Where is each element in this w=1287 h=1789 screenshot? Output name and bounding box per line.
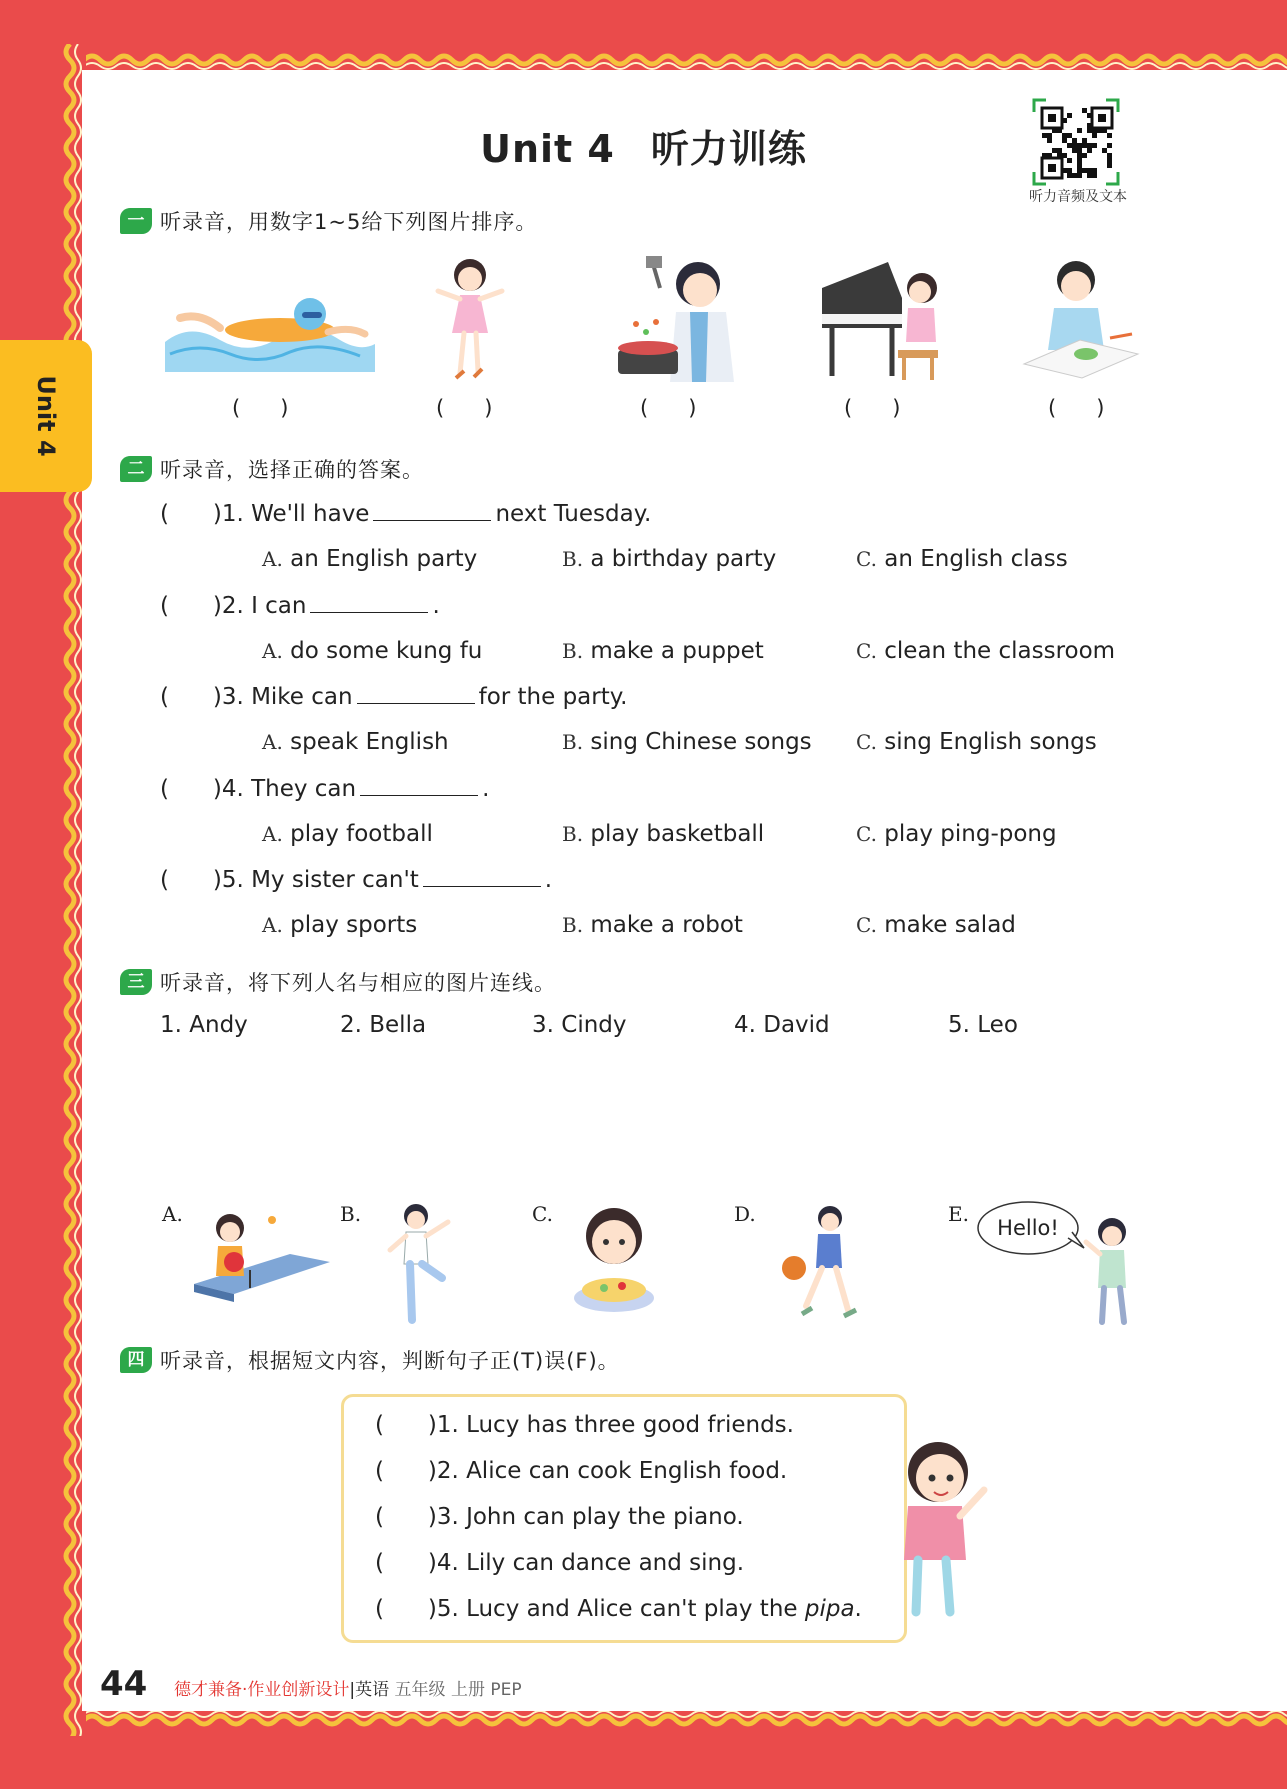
option-a[interactable]: A. speak English [262, 729, 449, 755]
answer-paren[interactable]: ( ) [640, 396, 697, 420]
option-a[interactable]: A. an English party [262, 546, 478, 572]
hello-speech-text: Hello! [997, 1216, 1059, 1240]
option-c[interactable]: C. an English class [856, 546, 1068, 572]
option-c[interactable]: C. sing English songs [856, 729, 1097, 755]
name-bella[interactable]: 2. Bella [340, 1012, 427, 1038]
question-text: 2. I can [221, 593, 307, 619]
swimming-icon [160, 282, 380, 377]
picture-label-b: B. [340, 1202, 362, 1226]
name-andy[interactable]: 1. Andy [160, 1012, 248, 1038]
section-2-instruction: 听录音，选择正确的答案。 [160, 458, 424, 482]
answer-paren[interactable]: ( ) [375, 1412, 437, 1438]
answer-paren[interactable]: ( ) [375, 1550, 437, 1576]
question-text: 1. We'll have [221, 501, 370, 527]
section-1-heading [120, 206, 537, 236]
question-text-end: for the party. [478, 684, 628, 710]
question-text: 5. My sister can't [221, 867, 419, 893]
section-1-instruction: 听录音，用数字1~5给下列图片排序。 [160, 210, 538, 234]
decorative-wave-border-left [52, 44, 86, 1736]
question-4 [160, 775, 489, 802]
question-text-end: next Tuesday. [495, 501, 652, 527]
footer-info: 德才兼备·作业创新设计|英语 五年级 上册 PEP [174, 1680, 522, 1700]
answer-paren[interactable]: ( ) [160, 501, 222, 527]
section-3-instruction: 听录音，将下列人名与相应的图片连线。 [160, 971, 556, 995]
qr-label: 听力音频及文本 [1029, 189, 1127, 205]
unit-side-tab [0, 340, 92, 492]
tf-statement-2: ( )2. Alice can cook English food. [375, 1458, 788, 1484]
cooking-boy-icon [608, 254, 748, 384]
drawing-girl-icon [1020, 254, 1140, 379]
answer-blank[interactable] [373, 500, 491, 521]
question-1 [160, 500, 651, 527]
page-number: 44 [100, 1664, 148, 1704]
question-text: 3. Mike can [221, 684, 353, 710]
answer-paren[interactable]: ( ) [160, 593, 222, 619]
name-david[interactable]: 4. David [734, 1012, 830, 1038]
tf-statement-5: ( )5. Lucy and Alice can't play the pipa. [375, 1596, 862, 1622]
footer-brand: 德才兼备·作业创新设计 [174, 1680, 350, 1700]
tf-statement-4: ( )4. Lily can dance and sing. [375, 1550, 745, 1576]
section-4-badge: 四 [120, 1347, 152, 1373]
question-5 [160, 866, 552, 893]
answer-paren[interactable]: ( ) [160, 867, 222, 893]
question-2 [160, 592, 440, 619]
title-unit: Unit 4 [480, 127, 615, 171]
answer-blank[interactable] [310, 592, 428, 613]
answer-blank[interactable] [423, 866, 541, 887]
answer-paren[interactable]: ( ) [375, 1458, 437, 1484]
answer-paren[interactable]: ( ) [160, 776, 222, 802]
option-b[interactable]: B. a birthday party [562, 546, 777, 572]
option-c[interactable]: C. play ping-pong [856, 821, 1057, 847]
picture-label-a: A. [162, 1202, 183, 1226]
option-a[interactable]: A. do some kung fu [262, 638, 483, 664]
answer-paren[interactable]: ( ) [375, 1596, 437, 1622]
question-text: 4. They can [221, 776, 357, 802]
section-1-badge: 一 [120, 208, 152, 234]
title-subject: 听力训练 [650, 127, 807, 171]
answer-paren[interactable]: ( ) [232, 396, 289, 420]
option-b[interactable]: B. make a puppet [562, 638, 764, 664]
unit-side-tab-label: Unit 4 [32, 375, 60, 457]
section-4-instruction: 听录音，根据短文内容，判断句子正(T)误(F)。 [160, 1349, 620, 1373]
answer-paren[interactable]: ( ) [844, 396, 901, 420]
option-b[interactable]: B. sing Chinese songs [562, 729, 812, 755]
answer-paren[interactable]: ( ) [1048, 396, 1105, 420]
option-c[interactable]: C. make salad [856, 912, 1016, 938]
option-c[interactable]: C. clean the classroom [856, 638, 1116, 664]
name-cindy[interactable]: 3. Cindy [532, 1012, 627, 1038]
option-b[interactable]: B. play basketball [562, 821, 765, 847]
salad-girl-icon[interactable] [564, 1202, 664, 1324]
answer-paren[interactable]: ( ) [436, 396, 493, 420]
italic-word: pipa [804, 1596, 855, 1622]
dancing-girl-icon [430, 253, 510, 388]
answer-paren[interactable]: ( ) [160, 684, 222, 710]
option-a[interactable]: A. play football [262, 821, 433, 847]
tf-statement-1: ( )1. Lucy has three good friends. [375, 1412, 794, 1438]
question-3 [160, 683, 627, 710]
basketball-boy-icon[interactable] [774, 1202, 869, 1327]
kung-fu-boy-icon[interactable] [382, 1202, 462, 1327]
option-b[interactable]: B. make a robot [562, 912, 743, 938]
section-4-heading [120, 1345, 620, 1375]
question-text-end: . [482, 776, 490, 802]
answer-blank[interactable] [360, 775, 478, 796]
piano-girl-icon [818, 258, 948, 383]
section-2-badge: 二 [120, 456, 152, 482]
footer-subject: 英语 [355, 1680, 390, 1700]
section-3-heading [120, 967, 556, 997]
option-a[interactable]: A. play sports [262, 912, 418, 938]
waving-girl-icon [900, 1436, 1000, 1618]
ping-pong-icon[interactable] [190, 1206, 335, 1311]
picture-label-d: D. [734, 1202, 756, 1226]
name-leo[interactable]: 5. Leo [948, 1012, 1018, 1038]
picture-label-e: E. [948, 1202, 969, 1226]
answer-paren[interactable]: ( ) [375, 1504, 437, 1530]
section-3-badge: 三 [120, 969, 152, 995]
section-2-heading [120, 454, 424, 484]
question-text-end: . [544, 867, 553, 893]
picture-label-c: C. [532, 1202, 553, 1226]
answer-blank[interactable] [357, 683, 475, 704]
qr-code-icon[interactable] [1032, 98, 1120, 186]
tf-statement-3: ( )3. John can play the piano. [375, 1504, 744, 1530]
question-text-end: . [432, 593, 440, 619]
